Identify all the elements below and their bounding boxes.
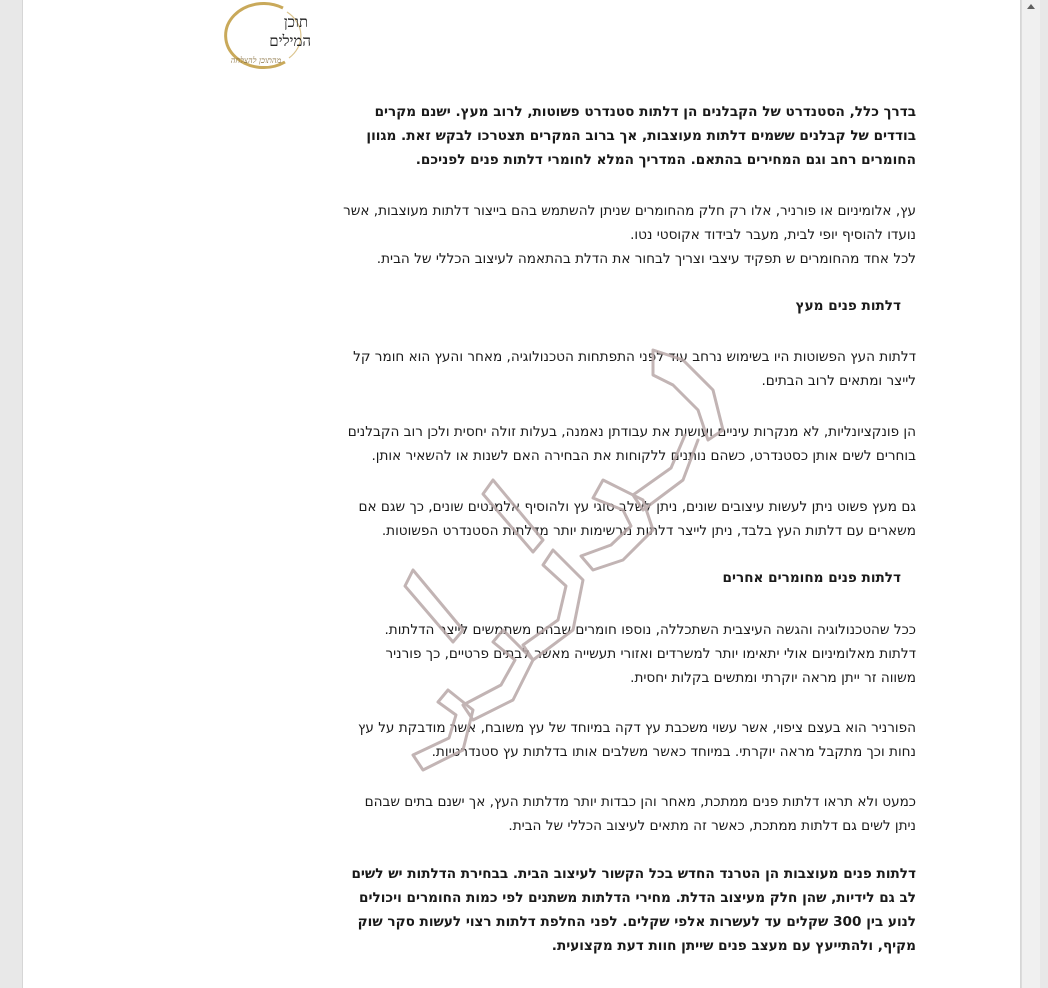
closing-line-4: מקיף, ולהתייעץ עם מעצב פנים שייתן חוות דעת מקצועית. (551, 938, 916, 954)
closing-line-2: לב גם לידיות, שהן חלק מעיצוב הדלת. מחירי הדלתות משתנים לפי כמות החומרים ויכולים (359, 890, 916, 906)
p3-line-2: לייצר ומתאים לרוב הבתים. (761, 373, 916, 389)
logo-line1: תוכן (283, 13, 308, 31)
closing-line-1: דלתות פנים מעוצבות הן הטרנד החדש בכל הקשור לעיצוב הבית. בבחירת הדלתות יש לשים (351, 866, 916, 882)
logo-line2: המילים (269, 32, 311, 50)
p5-line-1: גם מעץ פשוט ניתן לעשות עיצובים שונים, ניתן לשלב סוגי עץ ולהוסיף אלמנטים שונים, כך שגם אם (358, 499, 916, 515)
p5-line-2: משארים עם דלתות העץ בלבד, ניתן לייצר דלתות מרשימות יותר מדלתות הסטנדרט הפשוטות. (381, 523, 916, 539)
p7-line-2: נחות וכך מתקבל מראה יוקרתי. במיוחד כאשר משלבים אותו בדלתות עץ סטנדרטיות. (431, 744, 916, 760)
p7-line-1: הפורניר הוא בעצם ציפוי, אשר עשוי משכבת עץ דקה במיוחד של עץ משובח, אשר מודבקת על עץ (358, 720, 916, 736)
p3-line-1: דלתות העץ הפשוטות היו בשימוש נרחב עוד לפני התפתחות הטכנולוגיה, מאחר והעץ הוא חומר קל (353, 349, 916, 365)
logo-tagline: מהתוכן להצלחה (230, 56, 282, 65)
vertical-scrollbar[interactable] (1021, 0, 1041, 988)
p2-line-1: עץ, אלומיניום או פורניר, אלו רק חלק מהחומרים שניתן להשתמש בהם בייצור דלתות מעוצבות, אשר (343, 203, 916, 219)
p4-line-1: הן פונקציונליות, לא מנקרות עיניים ועושות את עבודתן נאמנה, בעלות זולה יחסית ולכן רוב הקבלנים (347, 424, 916, 440)
p6-line-2: דלתות מאלומיניום אולי יתאימו יותר למשרדים ואזורי תעשייה מאשר לבתים פרטיים, כך פורניר (385, 646, 916, 662)
document-page (22, 0, 1021, 988)
intro-line-2: בודדים של קבלנים ששמים דלתות מעוצבות, אך ברוב המקרים תצטרכו לבקש זאת. מגוון (366, 128, 916, 144)
p2-line-3: לכל אחד מהחומרים ש תפקיד עיצבי וצריך לבחור את הדלת בהתאמה לעיצוב הכללי של הבית. (376, 251, 916, 267)
p2-line-2: נועדו להוסיף יופי לבית, מעבר לבידוד אקוסטי נטו. (630, 227, 916, 243)
p6-line-1: ככל שהטכנולוגיה והגשה העיצבית השתכללה, נוספו חומרים שבהם משתמשים לייצר הדלתות. (384, 622, 916, 638)
p8-line-2: ניתן לשים גם דלתות ממתכת, כאשר זה מתאים לעיצוב הכללי של הבית. (508, 818, 916, 834)
p4-line-2: בוחרים לשים אותן כסטנדרט, כשהם נותנים ללקוחות את הבחירה האם לשנות או להשאיר אותן. (371, 448, 916, 464)
intro-line-3: החומרים רחב וגם המחירים בהתאם. המדריך המלא לחומרי דלתות פנים לפניכם. (415, 152, 916, 168)
window-right-gutter (1040, 0, 1048, 988)
window-left-gutter (0, 0, 22, 988)
heading-wood-doors: דלתות פנים מעץ (795, 298, 901, 314)
closing-line-3: לנוע בין 300 שקלים עד לעשרות אלפי שקלים. לפני החלפת דלתות רצוי לעשות סקר שוק (357, 914, 916, 930)
p8-line-1: כמעט ולא תראו דלתות פנים ממתכת, מאחר והן כבדות יותר מדלתות העץ, אך ישנם בתים שבהם (364, 794, 916, 810)
intro-line-1: בדרך כלל, הסטנדרט של הקבלנים הן דלתות סטנדרט פשוטות, לרוב מעץ. ישנם מקרים (374, 104, 916, 120)
heading-other-materials: דלתות פנים מחומרים אחרים (722, 570, 901, 586)
scroll-up-arrow-icon[interactable] (1027, 4, 1035, 9)
p6-line-3: משווה זר ייתן מראה יוקרתי ומתשים בקלות יחסית. (630, 670, 916, 686)
